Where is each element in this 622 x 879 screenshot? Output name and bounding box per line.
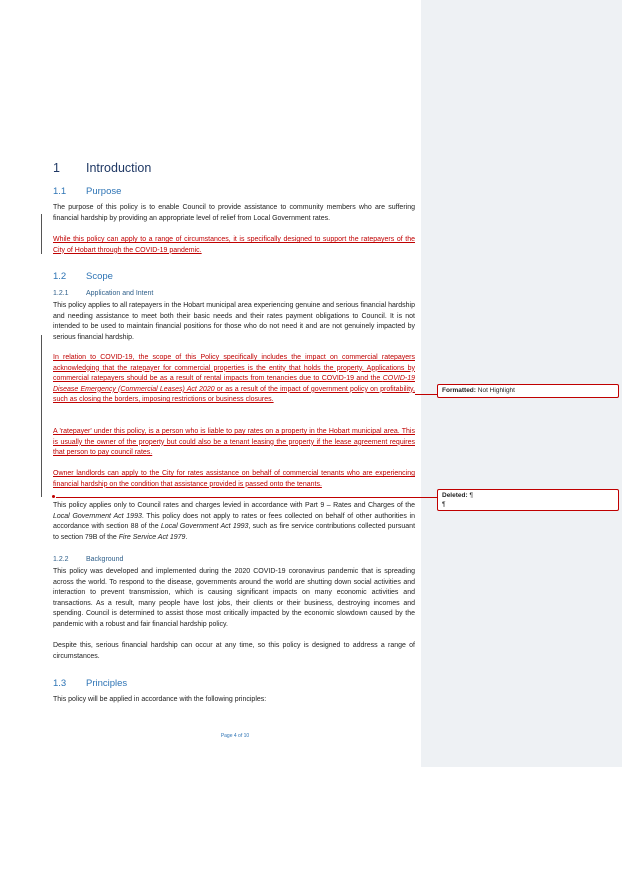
change-bar bbox=[41, 335, 42, 497]
text-run: or as a result of the impact of government policy on profitability, such as closing the borders, imposing restrictions or business closures. bbox=[53, 385, 415, 404]
heading-number: 1 bbox=[53, 161, 60, 175]
comment-connector bbox=[415, 394, 437, 395]
heading-text: Scope bbox=[86, 271, 113, 282]
background-paragraph: This policy was developed and implemented during the 2020 COVID-19 coronavirus pandemic that is spreading across the world. To respond to the disease, governments around the world are shutting down social activities and interaction to prevent transmission, which is causing significant impacts on many economic activities and transactions. As a result, many people have lost jobs, their clients or their business, destroying incomes and spending. Council is determined to assist those most critically impacted by the economic slowdown caused by the pandemic with a robust and fair financial hardship policy. bbox=[53, 568, 415, 628]
heading-text: Background bbox=[86, 556, 124, 563]
text-run: In relation to COVID-19, the scope of this Policy specifically includes the impact on commercial ratepayers acknowledging that the ratepayer for commercial properties is the entity that holds the property. Applications by commercial ratepayers should be as a result of rental impacts from tenancies due to COVID-19 and the bbox=[53, 354, 415, 383]
comment-value: ¶ bbox=[442, 500, 446, 508]
principles-paragraph: This policy will be applied in accordance with the following principles: bbox=[53, 696, 267, 703]
rates-charges-paragraph bbox=[53, 501, 415, 543]
heading-introduction bbox=[53, 161, 151, 175]
comment-label: Formatted: bbox=[442, 387, 476, 394]
heading-text: Application and Intent bbox=[86, 290, 154, 297]
scope-paragraph: This policy applies to all ratepayers in the Hobart municipal area experiencing genuine and serious financial hardship and needing assistance to meet both their basic needs and their rates payment obligations to Council. It is not intended to be used to maintain financial positions for those who do not need it and are not genuinely impacted by serious financial hardship. bbox=[53, 302, 415, 341]
comment-label: Deleted: bbox=[442, 492, 468, 499]
text-run: This policy applies only to Council rates and charges levied in accordance with Part 9 – Rates and Charges of the bbox=[53, 502, 415, 509]
heading-number: 1.2.1 bbox=[53, 290, 69, 297]
page-number-footer: Page 4 of 10 bbox=[220, 733, 250, 739]
heading-text: Introduction bbox=[86, 161, 152, 175]
text-run-italic: COVID-19 Disease Emergency (Commercial Leases) Act 2020 bbox=[53, 375, 415, 393]
heading-number: 1.1 bbox=[53, 186, 67, 197]
text-run: , such as fire service contributions collected pursuant to section 79B of the bbox=[53, 523, 416, 541]
text-run: . bbox=[185, 533, 188, 541]
heading-purpose bbox=[53, 186, 121, 197]
heading-application-intent bbox=[53, 290, 153, 297]
heading-text: Principles bbox=[86, 678, 128, 689]
heading-principles bbox=[53, 678, 127, 689]
heading-number: 1.3 bbox=[53, 678, 67, 689]
deleted-comment-balloon[interactable] bbox=[437, 489, 619, 511]
heading-number: 1.2 bbox=[53, 271, 67, 282]
heading-number: 1.2.2 bbox=[53, 556, 69, 563]
covid-scope-paragraph bbox=[53, 353, 415, 406]
purpose-inserted-paragraph: While this policy can apply to a range of circumstances, it is specifically designed to support the ratepayers of the City of Hobart through the COVID-19 pandemic. bbox=[53, 236, 415, 254]
ratepayer-definition-paragraph: A 'ratepayer' under this policy, is a person who is liable to pay rates on a property in the Hobart municipal area. This is usually the owner of the property but could also be a tenant leasing the property if the lease agreement requires that person to pay council rates. bbox=[53, 428, 415, 457]
heading-scope bbox=[53, 271, 113, 282]
text-run-italic: Fire Service Act 1979 bbox=[118, 533, 186, 541]
purpose-paragraph: The purpose of this policy is to enable Council to provide assistance to community members who are suffering financial hardship by providing an appropriate level of relief from Local Government rates. bbox=[53, 204, 415, 222]
owner-landlords-paragraph: Owner landlords can apply to the City for rates assistance on behalf of commercial tenants who are experiencing financial hardship on the condition that assistance provided is passed onto the tenants. bbox=[53, 470, 415, 488]
comment-value: Not Highlight bbox=[477, 387, 515, 394]
heading-background bbox=[53, 556, 123, 563]
text-run-italic: Local Government Act 1993 bbox=[53, 512, 142, 520]
comment-value: ¶ bbox=[469, 492, 473, 499]
heading-text: Purpose bbox=[86, 186, 122, 197]
text-run: . This policy does not apply to rates or fees collected on behalf of other authorities in accordance with section 88 of the bbox=[53, 512, 415, 531]
change-bar bbox=[41, 214, 42, 254]
deletion-marker bbox=[52, 495, 55, 498]
text-run-italic: Local Government Act 1993 bbox=[160, 523, 249, 531]
comment-connector bbox=[56, 497, 437, 498]
formatted-comment-balloon[interactable] bbox=[437, 384, 619, 398]
background-paragraph-2: Despite this, serious financial hardship can occur at any time, so this policy is designed to address a range of circumstances. bbox=[53, 642, 415, 660]
